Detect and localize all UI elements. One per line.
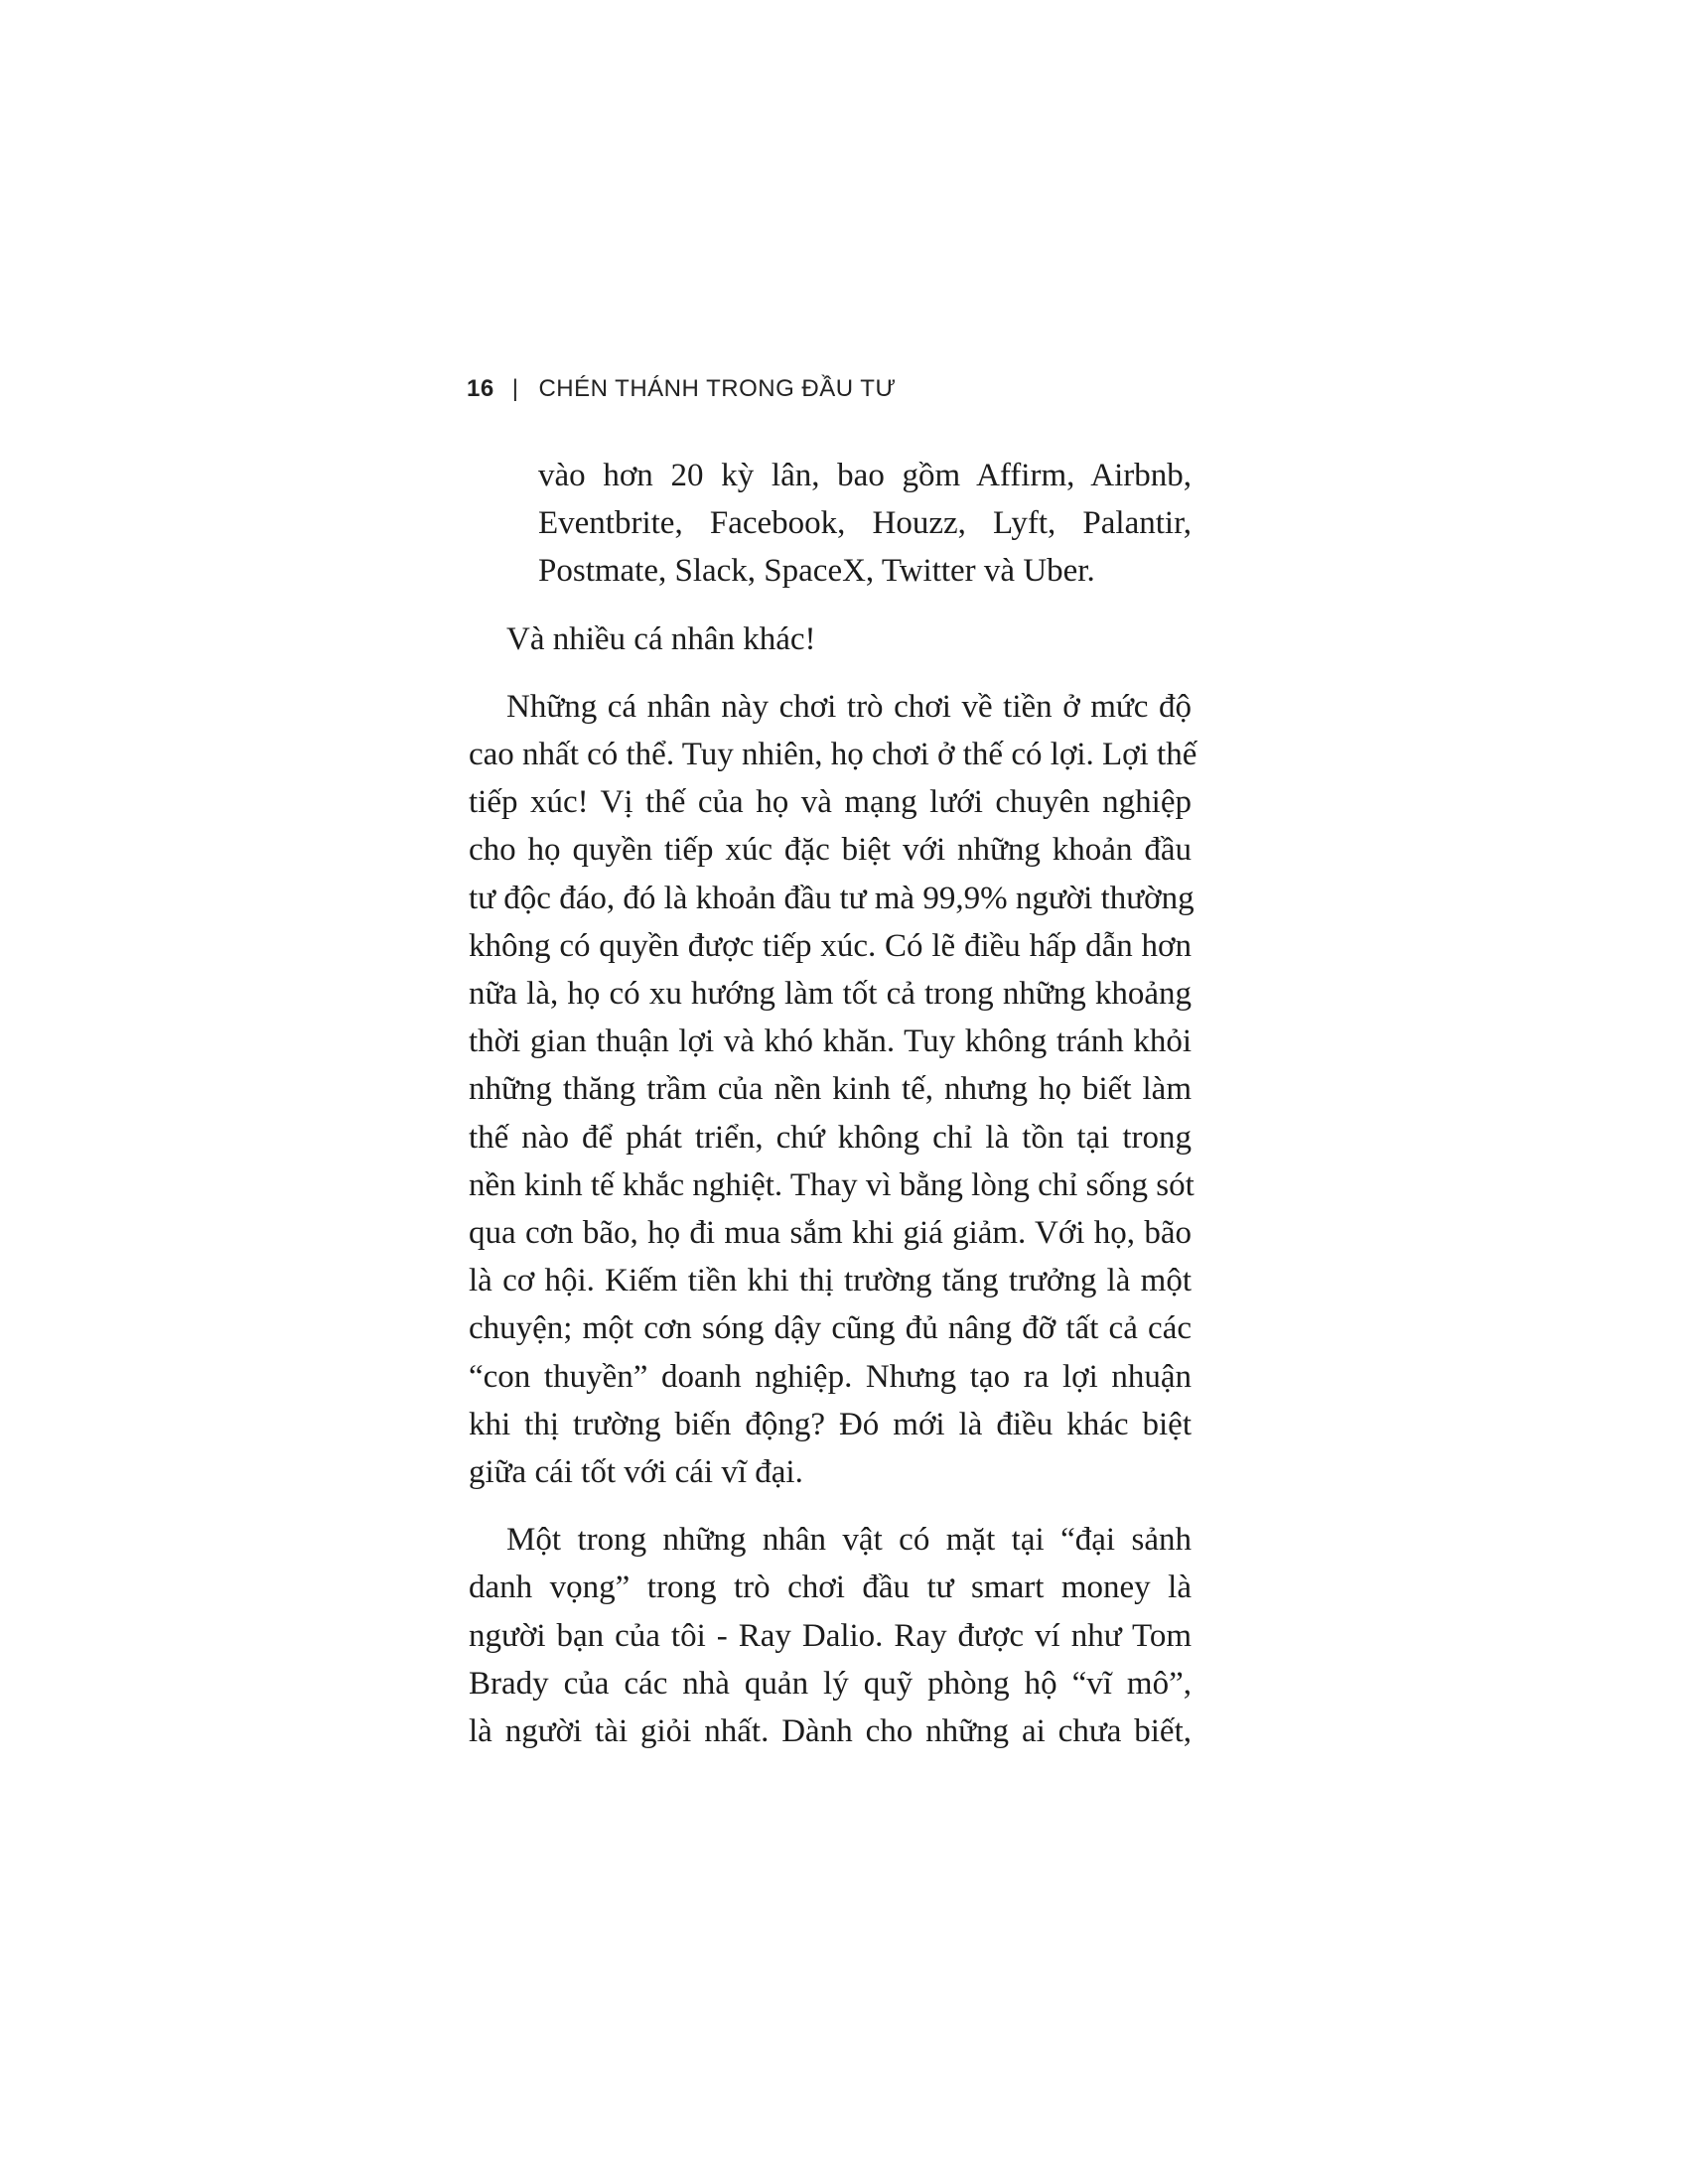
text-line: Postmate, Slack, SpaceX, Twitter và Uber. [538,553,1095,590]
text-line: tiếp xúc! Vị thế của họ và mạng lưới chuyên nghiệp [469,784,1192,821]
text-line: chuyện; một cơn sóng dậy cũng đủ nâng đỡ tất cả các [469,1310,1192,1347]
paragraph [469,683,1197,1496]
text-line: Một trong những nhân vật có mặt tại “đại sảnh [506,1522,1192,1559]
text-line: cho họ quyền tiếp xúc đặc biệt với những khoản đầu [469,832,1192,869]
text-line: nữa là, họ có xu hướng làm tốt cả trong những khoảng [469,976,1192,1013]
body-text [469,452,1197,1775]
text-line: vào hơn 20 kỳ lân, bao gồm Affirm, Airbnb, [538,458,1192,493]
text-line: Những cá nhân này chơi trò chơi về tiền ở mức độ [506,688,1192,725]
paragraph [469,615,1192,663]
book-title: CHÉN THÁNH TRONG ĐẦU TƯ [538,375,897,402]
text-line: thời gian thuận lợi và khó khăn. Tuy không tránh khỏi [469,1024,1192,1060]
text-line: giữa cái tốt với cái vĩ đại. [469,1454,803,1491]
text-line: những thăng trầm của nền kinh tế, nhưng họ biết làm [469,1071,1192,1108]
paragraph [469,1516,1192,1755]
paragraph-continuation [469,452,1192,596]
text-line: “con thuyền” doanh nghiệp. Nhưng tạo ra lợi nhuận [469,1358,1192,1395]
header-separator: | [511,375,519,402]
text-line: khi thị trường biến động? Đó mới là điều khác biệt [469,1406,1192,1442]
text-line: là người tài giỏi nhất. Dành cho những ai chưa biết, [469,1713,1192,1750]
text-line: Eventbrite, Facebook, Houzz, Lyft, Palantir, [538,505,1192,542]
text-line: Brady của các nhà quản lý quỹ phòng hộ “vĩ mô”, [469,1665,1192,1702]
text-line: cao nhất có thể. Tuy nhiên, họ chơi ở thế có lợi. Lợi thế [469,737,1197,773]
text-line: người bạn của tôi - Ray Dalio. Ray được ví như Tom [469,1617,1192,1654]
text-line: là cơ hội. Kiếm tiền khi thị trường tăng trưởng là một [469,1263,1192,1299]
text-line: Và nhiều cá nhân khác! [506,620,816,657]
running-header [467,375,896,403]
page-number: 16 [467,375,494,402]
text-line: qua cơn bão, họ đi mua sắm khi giá giảm. Với họ, bão [469,1215,1192,1252]
text-line: danh vọng” trong trò chơi đầu tư smart money là [469,1570,1192,1606]
text-line: tư độc đáo, đó là khoản đầu tư mà 99,9% người thường [469,880,1195,916]
text-line: thế nào để phát triển, chứ không chỉ là tồn tại trong [469,1119,1192,1156]
text-line: nền kinh tế khắc nghiệt. Thay vì bằng lòng chỉ sống sót [469,1166,1195,1203]
text-line: không có quyền được tiếp xúc. Có lẽ điều hấp dẫn hơn [469,927,1192,964]
